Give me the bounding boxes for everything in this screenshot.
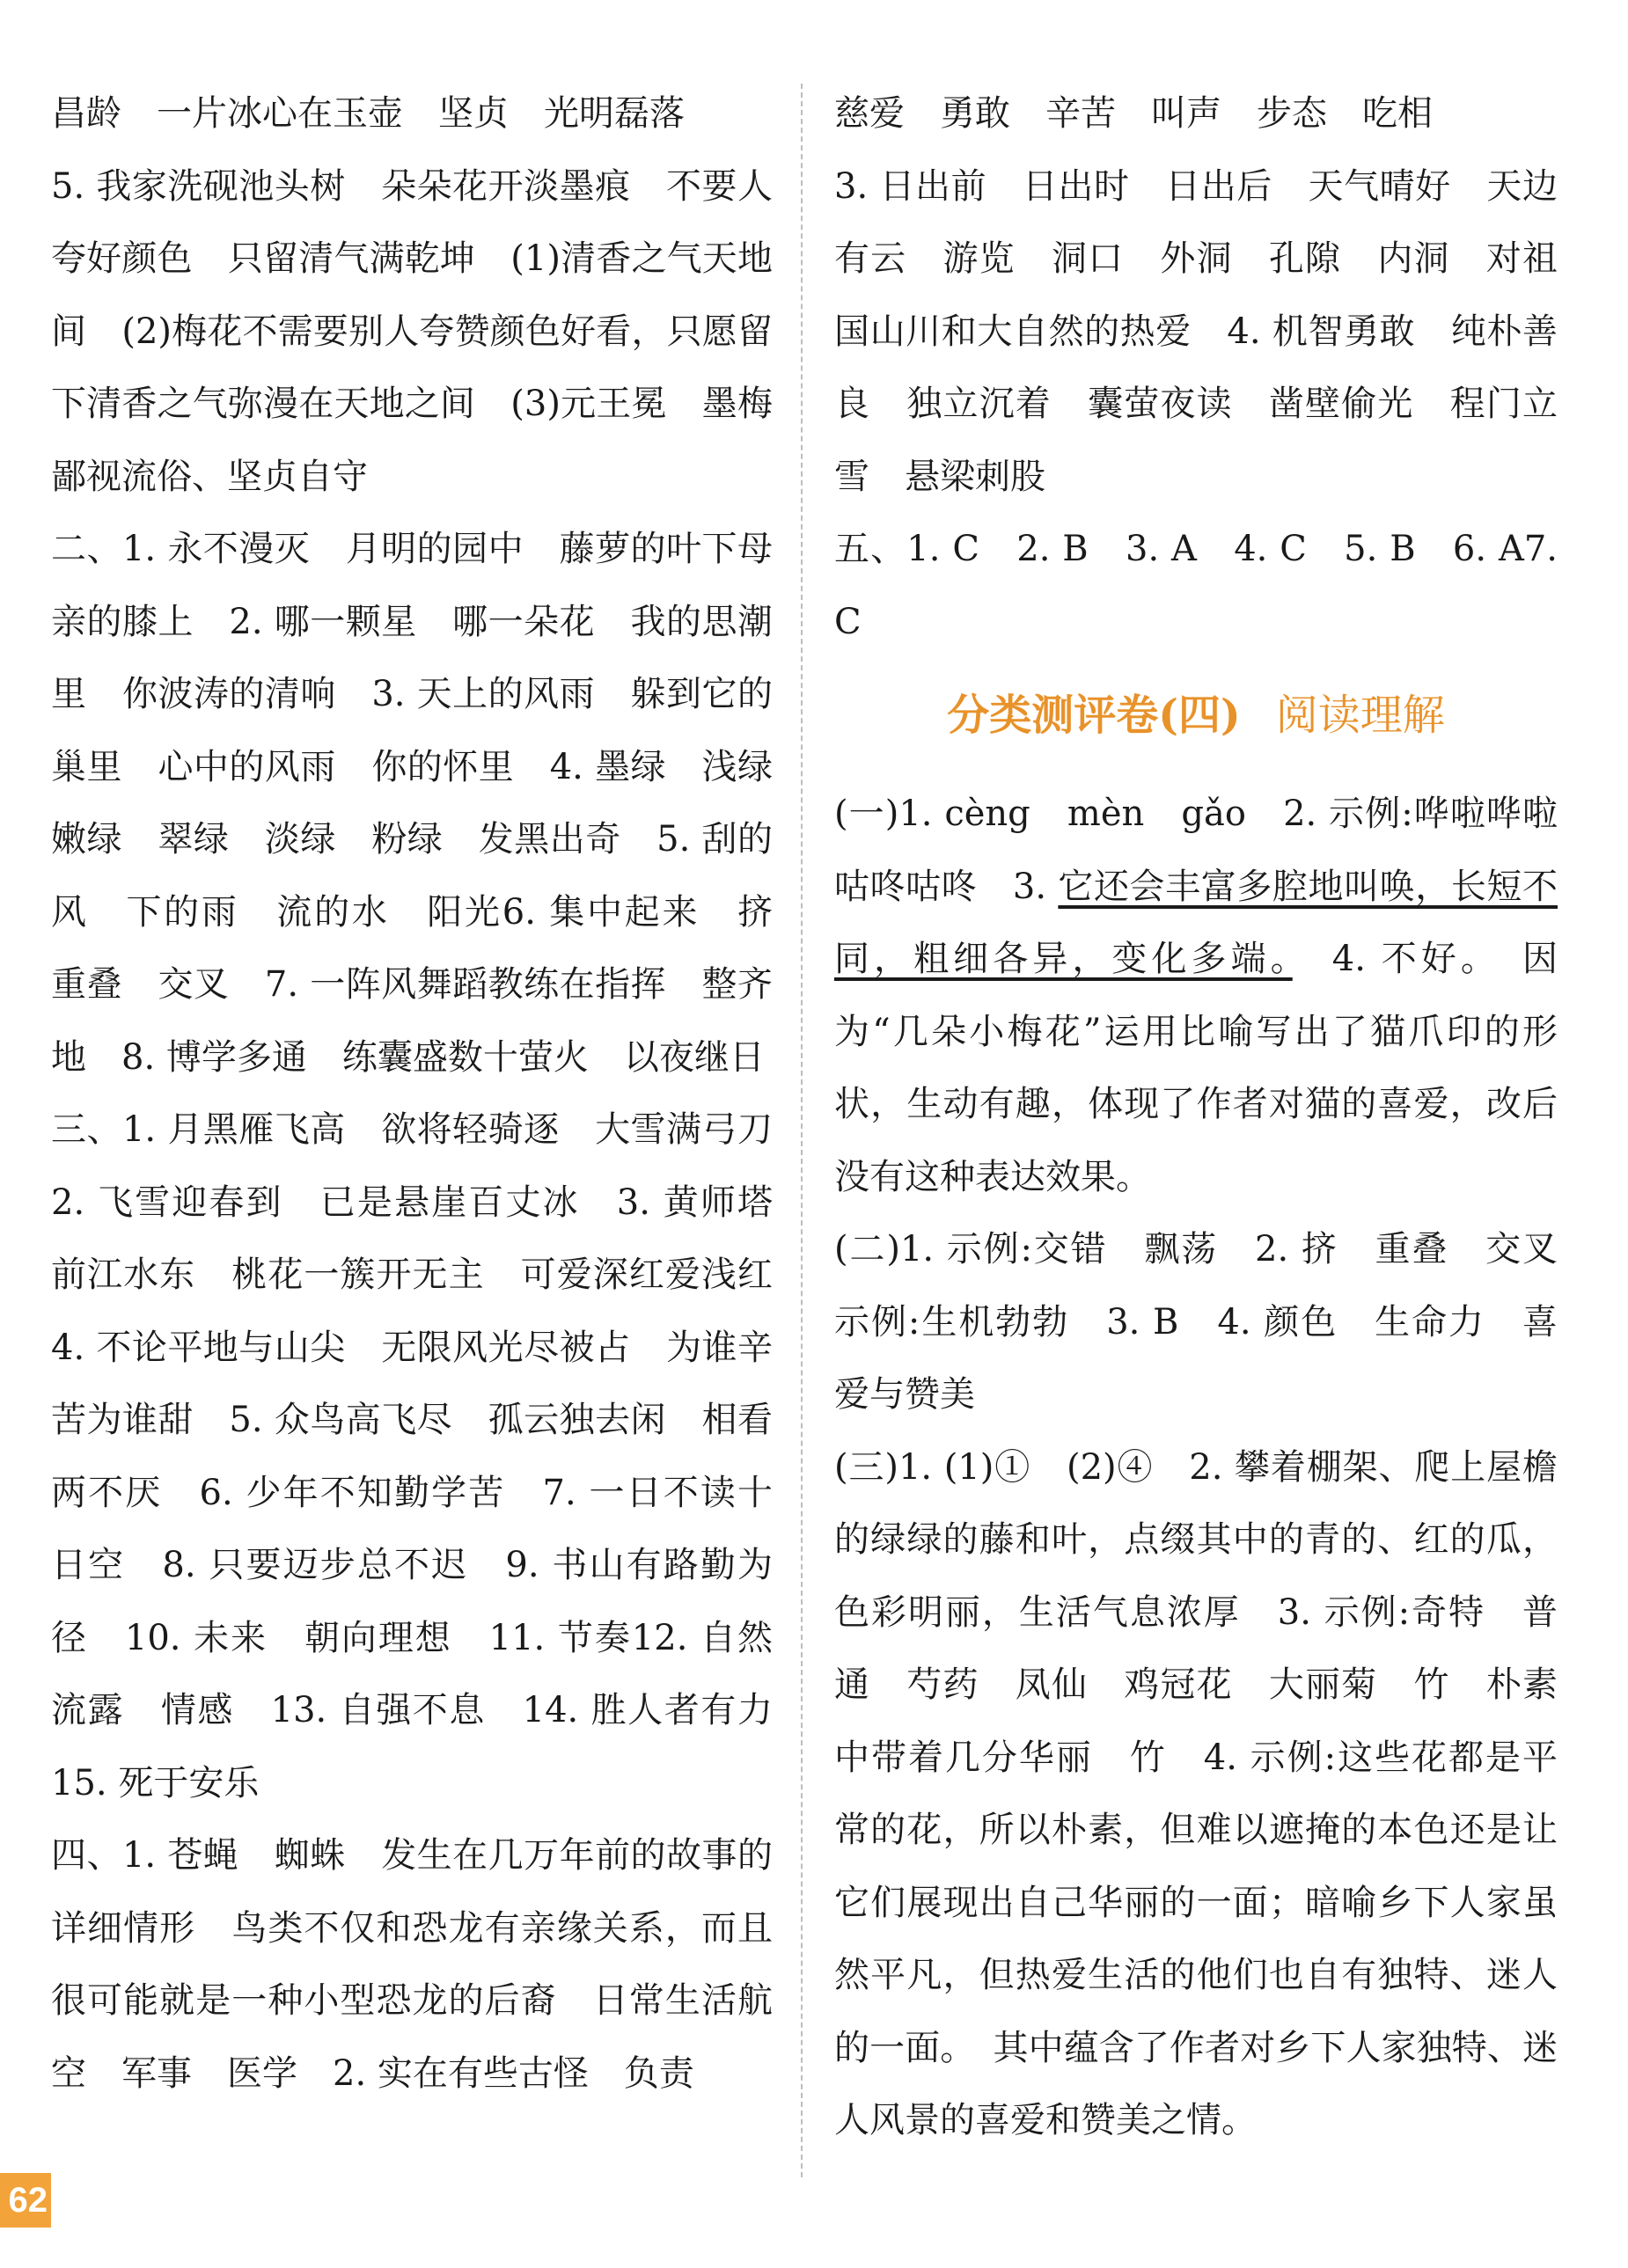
reading-answer-3: (三)1. (1)① (2)④ 2. 攀着棚架、爬上屋檐的绿绿的藤和叶，点缀其中的青的、红的瓜，色彩明丽，生活气息浓厚 3. 示例:奇特 普通 芍药 凤仙 鸡冠花 大丽菊 竹 朴素中带着几分华丽 竹 4. 示例:这些花都是平常的花，所以朴素，但难以遮掩的本色还是让它们展现出自己华丽的一面；暗喻乡下人家虽然平凡，但热爱生活的他们也自有独特、迷人的一面。 其中蕴含了作者对乡下人家独特、迷人风景的喜爱和赞美之情。 bbox=[834, 1446, 1558, 2140]
answer-paragraph: 五、1. C 2. B 3. A 4. C 5. B 6. A7. C bbox=[834, 529, 1558, 642]
answer-paragraph: 昌龄 一片冰心在玉壶 坚贞 光明磊落 bbox=[51, 93, 685, 134]
reading-answer-2: (二)1. 示例:交错 飘荡 2. 挤 重叠 交叉 示例:生机勃勃 3. B 4. 颜色 生命力 喜爱与赞美 bbox=[834, 1229, 1593, 1415]
section-title bbox=[834, 658, 1558, 772]
reading-answer-1-end: 4. 不好。 因为“几朵小梅花”运用比喻写出了猫爪印的形状，生动有趣，体现了作者对猫的喜爱，改后没有这种表达效果。 bbox=[834, 939, 1558, 1197]
reading-answer-1 bbox=[834, 778, 1593, 1213]
column-divider bbox=[801, 84, 803, 2177]
answer-paragraph: 慈爱 勇敢 辛苦 叫声 步态 吃相 bbox=[834, 93, 1433, 134]
right-answer-column bbox=[834, 77, 1593, 2157]
answer-paragraph: 四、1. 苍蝇 蜘蛛 发生在几万年前的故事的详细情形 鸟类不仅和恐龙有亲缘关系，而且很可能就是一种小型恐龙的后裔 日常生活航空 军事 医学 2. 实在有些古怪 负责 bbox=[51, 1835, 773, 2094]
answer-paragraph: 三、1. 月黑雁飞高 欲将轻骑逐 大雪满弓刀2. 飞雪迎春到 已是悬崖百丈冰 3. 黄师塔前江水东 桃花一簇开无主 可爱深红爱浅红4. 不论平地与山尖 无限风光尽被占 为谁辛苦为谁甜 5. 众鸟高飞尽 孤云独去闲 相看两不厌 6. 少年不知勤学苦 7. 一日不读十日空 8. 只要迈步总不迟 9. 书山有路勤为径 10. 未来 朝向理想 11. 节奏12. 自然流露 情感 13. 自强不息 14. 胜人者有力 15. 死于安乐 bbox=[51, 1109, 808, 1803]
reading-answer-1-start: (一)1. cèng mèn gǎo 2. 示例:哗啦哗啦 咕咚咕咚 3. bbox=[834, 794, 1593, 907]
page-number: 62 bbox=[0, 2173, 51, 2228]
answer-paragraph: 二、1. 永不漫灭 月明的园中 藤萝的叶下母亲的膝上 2. 哪一颗星 哪一朵花 我的思潮里 你波涛的清响 3. 天上的风雨 躲到它的巢里 心中的风雨 你的怀里 4. 墨绿 浅绿 嫩绿 翠绿 淡绿 粉绿 发黑出奇 5. 刮的风 下的雨 流的水 阳光6. 集中起来 挤 重叠 交叉 7. 一阵风舞蹈教练在指挥 整齐地 8. 博学多通 练囊盛数十萤火 以夜继日 bbox=[51, 529, 808, 1078]
section-subtitle: 阅读理解 bbox=[1275, 691, 1445, 740]
answer-paragraph: 5. 我家洗砚池头树 朵朵花开淡墨痕 不要人夸好颜色 只留清气满乾坤 (1)清香之气天地间 (2)梅花不需要别人夸赞颜色好看，只愿留下清香之气弥漫在天地之间 (3)元王冕 墨梅 鄙视流俗、坚贞自守 bbox=[51, 165, 808, 497]
underlined-answer: 它还会丰富多腔地叫唤，长短不同，粗细各异，变化多端。 bbox=[834, 866, 1558, 979]
left-answer-column bbox=[51, 77, 808, 2110]
answer-paragraph: 3. 日出前 日出时 日出后 天气晴好 天边有云 游览 洞口 外洞 孔隙 内洞 对祖国山川和大自然的热爱 4. 机智勇敢 纯朴善良 独立沉着 囊萤夜读 凿壁偷光 程门立雪 悬梁刺股 bbox=[834, 165, 1558, 497]
section-title-text: 分类测评卷(四) bbox=[947, 691, 1241, 740]
